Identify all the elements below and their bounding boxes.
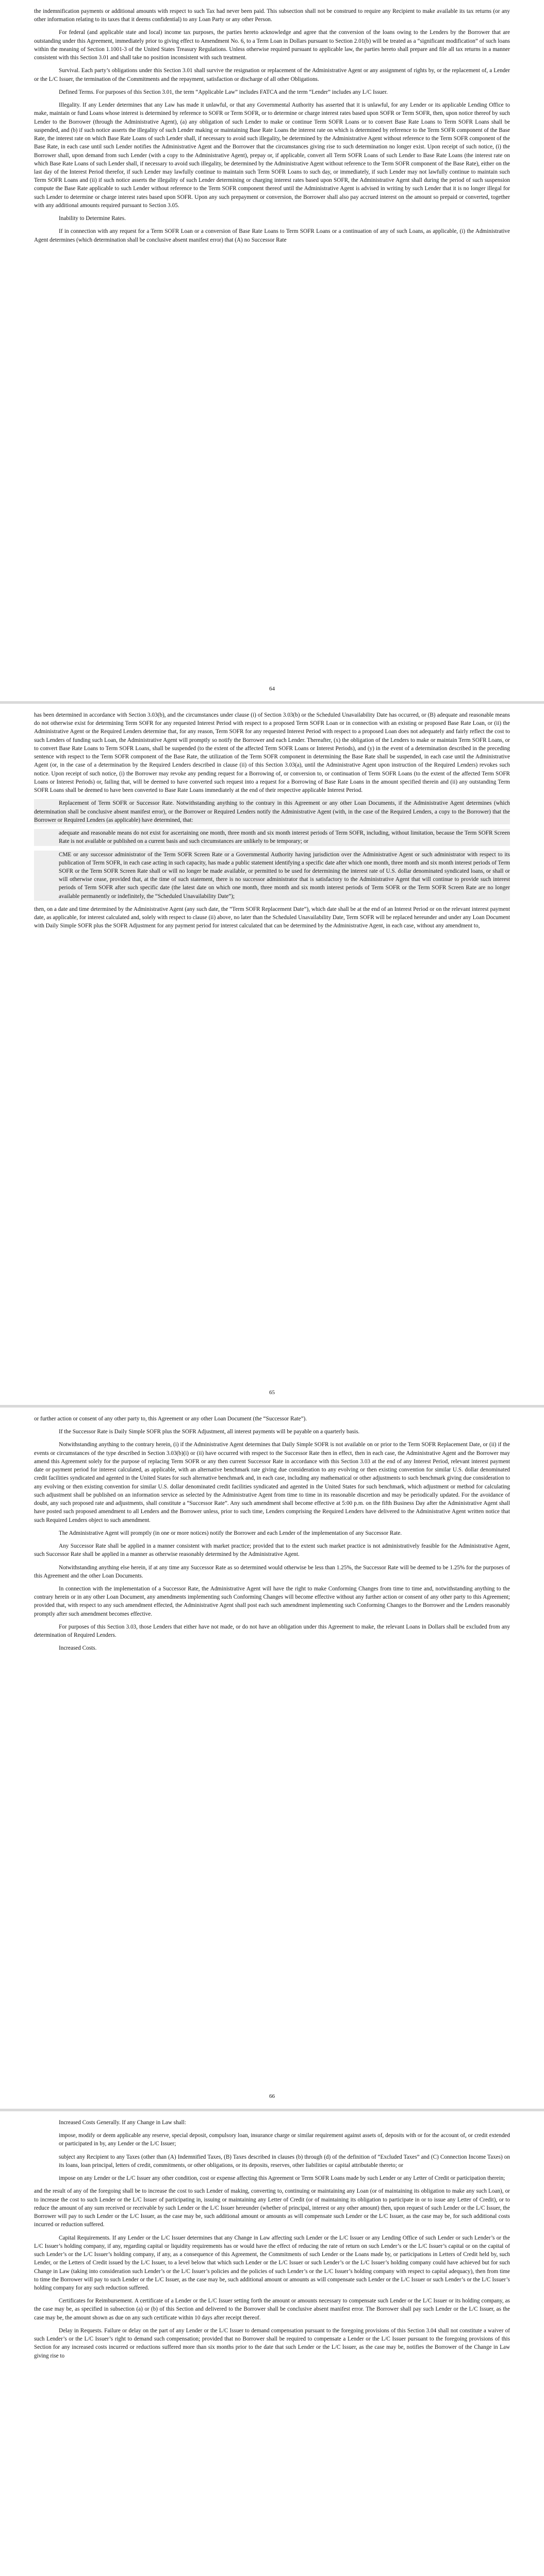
paragraph-increased-costs: Increased Costs Generally. If any Change in Law shall: [59, 2120, 186, 2126]
paragraph: has been determined in accordance with Section 3.03(b), and the circumstances under clause (i) of Section 3.03(b) or the Scheduled Unavailability Date has occurred, or (B) adequate and reasonable means do not otherwise exist for determining Term SOFR for any requested Interest Period with respect to a proposed Term SOFR Loan or in connection with an existing or proposed Base Rate Loan, or (ii) the Administrative Agent or the Required Lenders determine that, for any reason, Term SOFR for any requested Interest Period with respect to a proposed Loan does not adequately and fairly reflect the cost to such Lenders of funding such Loan, the Administrative Agent will promptly so notify the Borrower and each Lender. Thereafter, (x) the obligation of the Lenders to make or maintain Term SOFR Loans, or to convert Base Rate Loans to Term SOFR Loans, shall be suspended (to the extent of the affected Term SOFR Loans or Interest Periods), and (y) in the event of a determination described in the preceding sentence with respect to the Term SOFR component of the Base Rate, the utilization of the Term SOFR component in determining the Base Rate shall be suspended, in each case until the Administrative Agent (or, in the case of a determination by the Required Lenders described in clause (ii) of this Section 3.03(a), until the Administrative Agent upon instruction of the Required Lenders) revokes such notice. Upon receipt of such notice, (i) the Borrower may revoke any pending request for a Borrowing of, or conversion to, or continuation of Term SOFR Loans (to the extent of the affected Term SOFR Loans or Interest Periods) or, failing that, will be deemed to have converted such request into a request for a Borrowing of Base Rate Loans in the amount specified therein and (ii) any outstanding Term SOFR Loans shall be deemed to have been converted to Base Rate Loans immediately at the end of their respective applicable Interest Period. [34, 712, 510, 794]
page-number: 66 [269, 2093, 275, 2099]
paragraph-defined-terms: Defined Terms. For purposes of this Section 3.01, the term “Applicable Law” includes FATCA and the term “Lender” includes any L/C Issuer. [59, 89, 388, 95]
page-content [34, 1415, 510, 1653]
page-content [34, 2119, 510, 2360]
paragraph: or further action or consent of any other party to, this Agreement or any other Loan Document (the “Successor Rate”). [34, 1416, 307, 1422]
page [0, 2111, 544, 2576]
paragraph: Any Successor Rate shall be applied in a manner consistent with market practice; provided that to the extent such market practice is not administratively feasible for the Administrative Agent, such Successor Rate shall be applied in a manner as otherwise reasonably determined by the Administrative Agent. [34, 1543, 510, 1558]
paragraph: The Administrative Agent will promptly (in one or more notices) notify the Borrower and each Lender of the implementation of any Successor Rate. [59, 1530, 402, 1536]
page-content [34, 711, 510, 930]
section-heading: Inability to Determine Rates. [59, 215, 126, 222]
paragraph-delay-in-requests: Delay in Requests. Failure or delay on the part of any Lender or the L/C Issuer to demand compensation pursuant to the foregoing provisions of this Section 3.04 shall not constitute a waiver of such Lender’s or the L/C Issuer’s right to demand such compensation; provided that no Borrower shall be required to compensate a Lender or the L/C Issuer pursuant to the foregoing provisions of this Section for any increased costs incurred or reductions suffered more than six months prior to the date that such Lender or the L/C Issuer, as the case may be, notifies the Borrower of the Change in Law giving rise to [34, 2327, 510, 2359]
paragraph: If the Successor Rate is Daily Simple SOFR plus the SOFR Adjustment, all interest payments will be payable on a quarterly basis. [59, 1429, 360, 1435]
page-number: 64 [269, 686, 275, 692]
paragraph: For purposes of this Section 3.03, those Lenders that either have not made, or do not have an obligation under this Agreement to make, the relevant Loans in Dollars shall be excluded from any determination of Required Lenders. [34, 1623, 510, 1639]
paragraph-capital-requirements: Capital Requirements. If any Lender or the L/C Issuer determines that any Change in Law affecting such Lender or the L/C Issuer or any Lending Office of such Lender or such Lender’s or the L/C Issuer’s holding company, if any, regarding capital or liquidity requirements has or would have the effect of reducing the rate of return on such Lender’s or the L/C Issuer’s capital or on the capital of such Lender’s or the L/C Issuer’s holding company, if any, as a consequence of this Agreement, the Commitments of such Lender or the Loans made by, or participations in Letters of Credit held by, such Lender, or the Letters of Credit issued by the L/C Issuer, to a level below that which such Lender or the L/C Issuer or such Lender’s or the L/C Issuer’s holding company could have achieved but for such Change in Law (taking into consideration such Lender’s or the L/C Issuer’s policies and the policies of such Lender’s or the L/C Issuer’s holding company with respect to capital adequacy), then from time to time the Borrower will pay to such Lender or the L/C Issuer, as the case may be, such additional amount or amounts as will compensate such Lender or the L/C Issuer or such Lender’s or the L/C Issuer’s holding company for any such reduction suffered. [34, 2234, 510, 2291]
paragraph: Notwithstanding anything to the contrary herein, (i) if the Administrative Agent determines that Daily Simple SOFR is not available on or prior to the Term SOFR Replacement Date, or (ii) if the events or circumstances of the type described in Section 3.03(b)(i) or (ii) have occurred with respect to the Successor Rate then in effect, then in each case, the Administrative Agent and the Borrower may amend this Agreement solely for the purpose of replacing Term SOFR or any then current Successor Rate in accordance with this Section 3.03 at the end of any Interest Period, relevant interest payment date or payment period for interest calculated, as applicable, with an alternative benchmark rate giving due consideration to any evolving or then existing convention for similar U.S. dollar denominated credit facilities syndicated and agented in the United States for such alternative benchmark and, in each case, including any mathematical or other adjustments to such benchmark giving due consideration to any evolving or then existing convention for similar U.S. dollar denominated credit facilities syndicated and agented in the United States for such benchmark, which adjustment or method for calculating such adjustment shall be published on an information service as selected by the Administrative Agent from time to time in its reasonable discretion and may be periodically updated. For the avoidance of doubt, any such proposed rate and adjustments, shall constitute a “Successor Rate”. Any such amendment shall become effective at 5:00 p.m. on the fifth Business Day after the Administrative Agent shall have posted such proposed amendment to all Lenders and the Borrower unless, prior to such time, Lenders comprising the Required Lenders have delivered to the Administrative Agent written notice that such Required Lenders object to such amendment. [34, 1442, 510, 1523]
page [0, 0, 544, 701]
page [0, 704, 544, 1405]
paragraph-illegality: Illegality. If any Lender determines that any Law has made it unlawful, or that any Governmental Authority has asserted that it is unlawful, for any Lender or its applicable Lending Office to make, maintain or fund Loans whose interest is determined by reference to SOFR or Term SOFR, or to determine or charge interest rates based upon SOFR or Term SOFR, then, upon notice thereof by such Lender to the Borrower (through the Administrative Agent), (a) any obligation of such Lender to make or continue Term SOFR Loans or to convert Base Rate Loans to Term SOFR Loans shall be suspended, and (b) if such notice asserts the illegality of such Lender making or maintaining Base Rate Loans the interest rate on which is determined by reference to the Term SOFR component of the Base Rate, the interest rate on which Base Rate Loans of such Lender shall, if necessary to avoid such illegality, be determined by the Administrative Agent without reference to the Term SOFR component of the Base Rate, in each case until such Lender notifies the Administrative Agent and the Borrower that the circumstances giving rise to such determination no longer exist. Upon receipt of such notice, (i) the Borrower shall, upon demand from such Lender (with a copy to the Administrative Agent), prepay or, if applicable, convert all Term SOFR Loans of such Lender to Base Rate Loans (the interest rate on which Base Rate Loans of such Lender shall, if necessary to avoid such illegality, be determined by the Administrative Agent without reference to the Term SOFR component of the Base Rate), either on the last day of the Interest Period therefor, if such Lender may lawfully continue to maintain such Term SOFR Loans to such day, or immediately, if such Lender may not lawfully continue to maintain such Term SOFR Loans and (ii) if such notice asserts the illegality of such Lender determining or charging interest rates based upon SOFR, the Administrative Agent shall during the period of such suspension compute the Base Rate applicable to such Lender without reference to the Term SOFR component thereof until the Administrative Agent is advised in writing by such Lender that it is no longer illegal for such Lender to determine or charge interest rates based upon SOFR. Upon any such prepayment or conversion, the Borrower shall also pay accrued interest on the amount so prepaid or converted, together with any additional amounts required pursuant to Section 3.05. [34, 102, 510, 209]
clause-item: CME or any successor administrator of the Term SOFR Screen Rate or a Governmental Authority having jurisdiction over the Administrative Agent or such administrator with respect to its publication of Term SOFR, in each case acting in such capacity, has made a public statement identifying a specific date after which one month, three month and six month interest periods of Term SOFR or the Term SOFR Screen Rate shall or will no longer be made available, or permitted to be used for determining the interest rate of U.S. dollar denominated syndicated loans, or shall or will otherwise cease, provided that, at the time of such statement, there is no successor administrator that is satisfactory to the Administrative Agent that will continue to provide such interest periods of Term SOFR after such specific date (the latest date on which one month, three month and six month interest periods of Term SOFR or the Term SOFR Screen Rate are no longer available permanently or indefinitely, the “Scheduled Unavailability Date”); [34, 851, 510, 901]
paragraph: For federal (and applicable state and local) income tax purposes, the parties hereto acknowledge and agree that the conversion of the loans owing to the Lenders by the Borrower that are outstanding under this Agreement, immediately prior to giving effect to Amendment No. 6, to a Term Loan in Dollars pursuant to Section 2.01(b) will be treated as a “significant modification” of such loans within the meaning of Section 1.1001-3 of the United States Treasury Regulations. Unless otherwise required pursuant to applicable law, the parties hereto shall prepare and file all tax returns in a manner consistent with this Section 3.01 and shall take no position inconsistent with such treatment. [34, 29, 510, 61]
clause-item: impose, modify or deem applicable any reserve, special deposit, compulsory loan, insurance charge or similar requirement against assets of, deposits with or for the account of, or credit extended or participated in by, any Lender or the L/C Issuer; [59, 2132, 510, 2147]
paragraph: In connection with the implementation of a Successor Rate, the Administrative Agent will have the right to make Conforming Changes from time to time and, notwithstanding anything to the contrary herein or in any other Loan Document, any amendments implementing such Conforming Changes will become effective without any further action or consent of any other party to this Agreement; provided that, with respect to any such amendment effected, the Administrative Agent shall post each such amendment implementing such Conforming Changes to the Borrower and the Lenders reasonably promptly after such amendment becomes effective. [34, 1585, 510, 1617]
clause-item: adequate and reasonable means do not exist for ascertaining one month, three month and six month interest periods of Term SOFR, including, without limitation, because the Term SOFR Screen Rate is not available or published on a current basis and such circumstances are unlikely to be temporary; or [34, 829, 510, 845]
page [0, 1408, 544, 2109]
paragraph-replacement-term-sofr: Replacement of Term SOFR or Successor Rate. Notwithstanding anything to the contrary in this Agreement or any other Loan Documents, if the Administrative Agent determines (which determination shall be conclusive absent manifest error), or the Borrower or Required Lenders notify the Administrative Agent (with, in the case of the Required Lenders, a copy to the Borrower) that the Borrower or Required Lenders (as applicable) have determined, that: [34, 799, 510, 824]
paragraph-certificates: Certificates for Reimbursement. A certificate of a Lender or the L/C Issuer setting forth the amount or amounts necessary to compensate such Lender or the L/C Issuer or its holding company, as the case may be, as specified in subsection (a) or (b) of this Section and delivered to the Borrower shall be conclusive absent manifest error. The Borrower shall pay such Lender or the L/C Issuer, as the case may be, the amount shown as due on any such certificate within 10 days after receipt thereof. [34, 2298, 510, 2321]
paragraph-survival: Survival. Each party’s obligations under this Section 3.01 shall survive the resignation or replacement of the Administrative Agent or any assignment of rights by, or the replacement of, a Lender or the L/C Issuer, the termination of the Commitments and the repayment, satisfaction or discharge of all other Obligations. [34, 67, 510, 82]
page-number: 65 [269, 1389, 275, 1396]
paragraph: and the result of any of the foregoing shall be to increase the cost to such Lender of making, converting to, continuing or maintaining any Loan (or of maintaining its obligation to make any such Loan), or to increase the cost to such Lender or the L/C Issuer of participating in, issuing or maintaining any Letter of Credit (or of maintaining its obligation to participate in or to issue any Letter of Credit), or to reduce the amount of any sum received or receivable by such Lender or the L/C Issuer hereunder (whether of principal, interest or any other amount) then, upon request of such Lender or the L/C Issuer, the Borrower will pay to such Lender or the L/C Issuer, as the case may be, such additional amount or amounts as will compensate such Lender or the L/C Issuer, as the case may be, for such additional costs incurred or reduction suffered. [34, 2188, 510, 2228]
clause-item: impose on any Lender or the L/C Issuer any other condition, cost or expense affecting this Agreement or Term SOFR Loans made by such Lender or any Letter of Credit or participation therein; [59, 2175, 505, 2182]
section-heading: Increased Costs. [59, 1645, 97, 1652]
paragraph: then, on a date and time determined by the Administrative Agent (any such date, the “Term SOFR Replacement Date”), which date shall be at the end of an Interest Period or on the relevant interest payment date, as applicable, for interest calculated and, solely with respect to clause (ii) above, no later than the Scheduled Unavailability Date, Term SOFR will be replaced hereunder and under any Loan Document with Daily Simple SOFR plus the SOFR Adjustment for any payment period for interest calculated that can be determined by the Administrative Agent, in each case, without any amendment to, [34, 906, 510, 929]
clause-item: subject any Recipient to any Taxes (other than (A) Indemnified Taxes, (B) Taxes described in clauses (b) through (d) of the definition of “Excluded Taxes” and (C) Connection Income Taxes) on its loans, loan principal, letters of credit, commitments, or other obligations, or its deposits, reserves, other liabilities or capital attributable thereto; or [59, 2154, 510, 2168]
paragraph: If in connection with any request for a Term SOFR Loan or a conversion of Base Rate Loans to Term SOFR Loans or a continuation of any of such Loans, as applicable, (i) the Administrative Agent determines (which determination shall be conclusive absent manifest error) that (A) no Successor Rate [34, 228, 510, 243]
paragraph: Notwithstanding anything else herein, if at any time any Successor Rate as so determined would otherwise be less than 1.25%, the Successor Rate will be deemed to be 1.25% for the purposes of this Agreement and the other Loan Documents. [34, 1564, 510, 1579]
page-content [34, 7, 510, 244]
paragraph: the indemnification payments or additional amounts with respect to such Tax had never been paid. This subsection shall not be construed to require any Recipient to make available its tax returns (or any other information relating to its taxes that it deems confidential) to any Loan Party or any other Person. [34, 8, 510, 23]
